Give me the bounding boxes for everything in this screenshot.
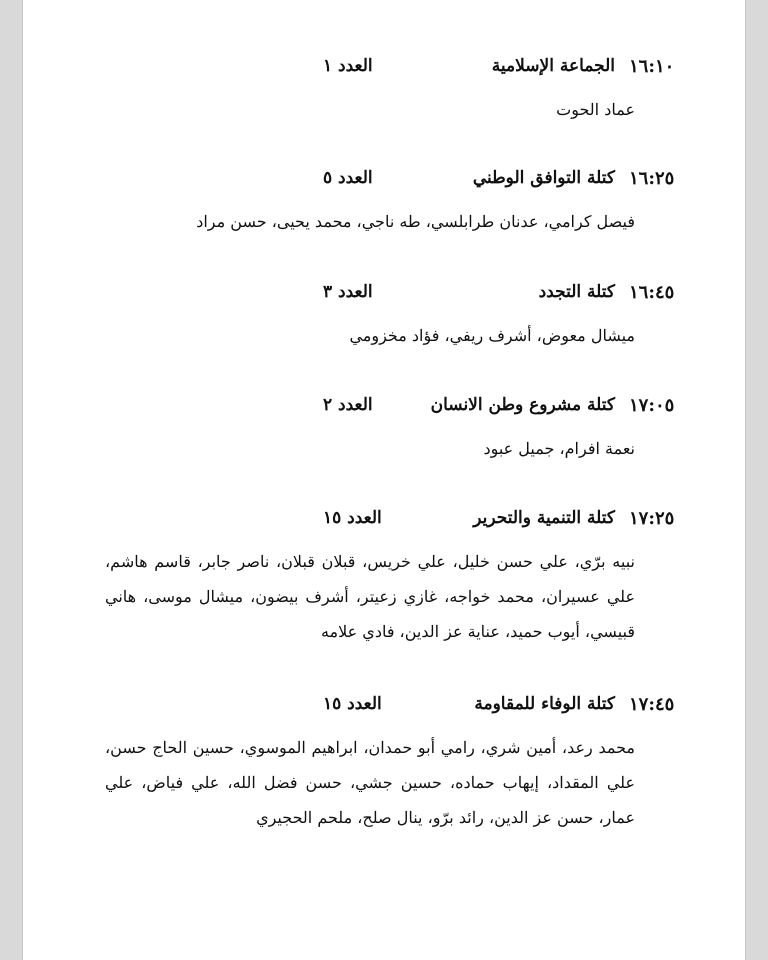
member-list: نبيه برّي، علي حسن خليل، علي خريس، قبلان قبلان، ناصر جابر، قاسم هاشم، علي عسيران، محمد خواجه، غازي زعيتر، أشرف بيضون، ميشال موسى، هاني قبيسي، أيوب حميد، عناية عز الدين، فادي علامه <box>105 552 635 641</box>
member-list: عماد الحوت <box>556 100 635 119</box>
member-count: العدد ١٥ <box>323 694 382 714</box>
entry-time: ١٧:٤٥ <box>629 694 675 715</box>
member-list: محمد رعد، أمين شري، رامي أبو حمدان، ابراهيم الموسوي، حسين الحاج حسن، علي المقداد، إيهاب حماده، حسين جشي، حسن فضل الله، علي فياض، علي عمار، حسن عز الدين، رائد برّو، ينال صلح، ملحم الحجيري <box>105 738 635 827</box>
bloc-name: كتلة مشروع وطن الانسان <box>430 395 615 415</box>
member-count: العدد ٥ <box>323 168 373 188</box>
schedule-entry <box>23 56 745 119</box>
entry-header <box>23 508 745 538</box>
entry-header <box>23 56 745 86</box>
entry-header <box>23 694 745 724</box>
entry-time: ١٧:٢٥ <box>629 508 675 529</box>
member-count: العدد ١٥ <box>323 508 382 528</box>
document-page <box>22 0 746 960</box>
entry-time: ١٦:٤٥ <box>629 282 675 303</box>
schedule-entry <box>23 395 745 458</box>
member-list: فيصل كرامي، عدنان طرابلسي، طه ناجي، محمد يحيى، حسن مراد <box>196 212 635 231</box>
member-list: نعمة افرام، جميل عبود <box>483 439 635 458</box>
schedule-entry <box>23 694 745 827</box>
entry-time: ١٦:٢٥ <box>629 168 675 189</box>
bloc-name: كتلة التوافق الوطني <box>472 168 615 188</box>
entry-header <box>23 282 745 312</box>
schedule-entry <box>23 508 745 641</box>
bloc-name: الجماعة الإسلامية <box>491 56 615 76</box>
member-count: العدد ٢ <box>323 395 373 415</box>
bloc-name: كتلة الوفاء للمقاومة <box>474 694 615 714</box>
member-list: ميشال معوض، أشرف ريفي، فؤاد مخزومي <box>349 326 635 345</box>
entry-time: ١٦:١٠ <box>629 56 675 77</box>
schedule-entry <box>23 282 745 345</box>
entry-header <box>23 168 745 198</box>
bloc-name: كتلة التجدد <box>538 282 615 302</box>
entry-header <box>23 395 745 425</box>
bloc-name: كتلة التنمية والتحرير <box>473 508 615 528</box>
member-count: العدد ١ <box>323 56 373 76</box>
schedule-entry <box>23 168 745 231</box>
entry-time: ١٧:٠٥ <box>629 395 675 416</box>
member-count: العدد ٣ <box>323 282 373 302</box>
